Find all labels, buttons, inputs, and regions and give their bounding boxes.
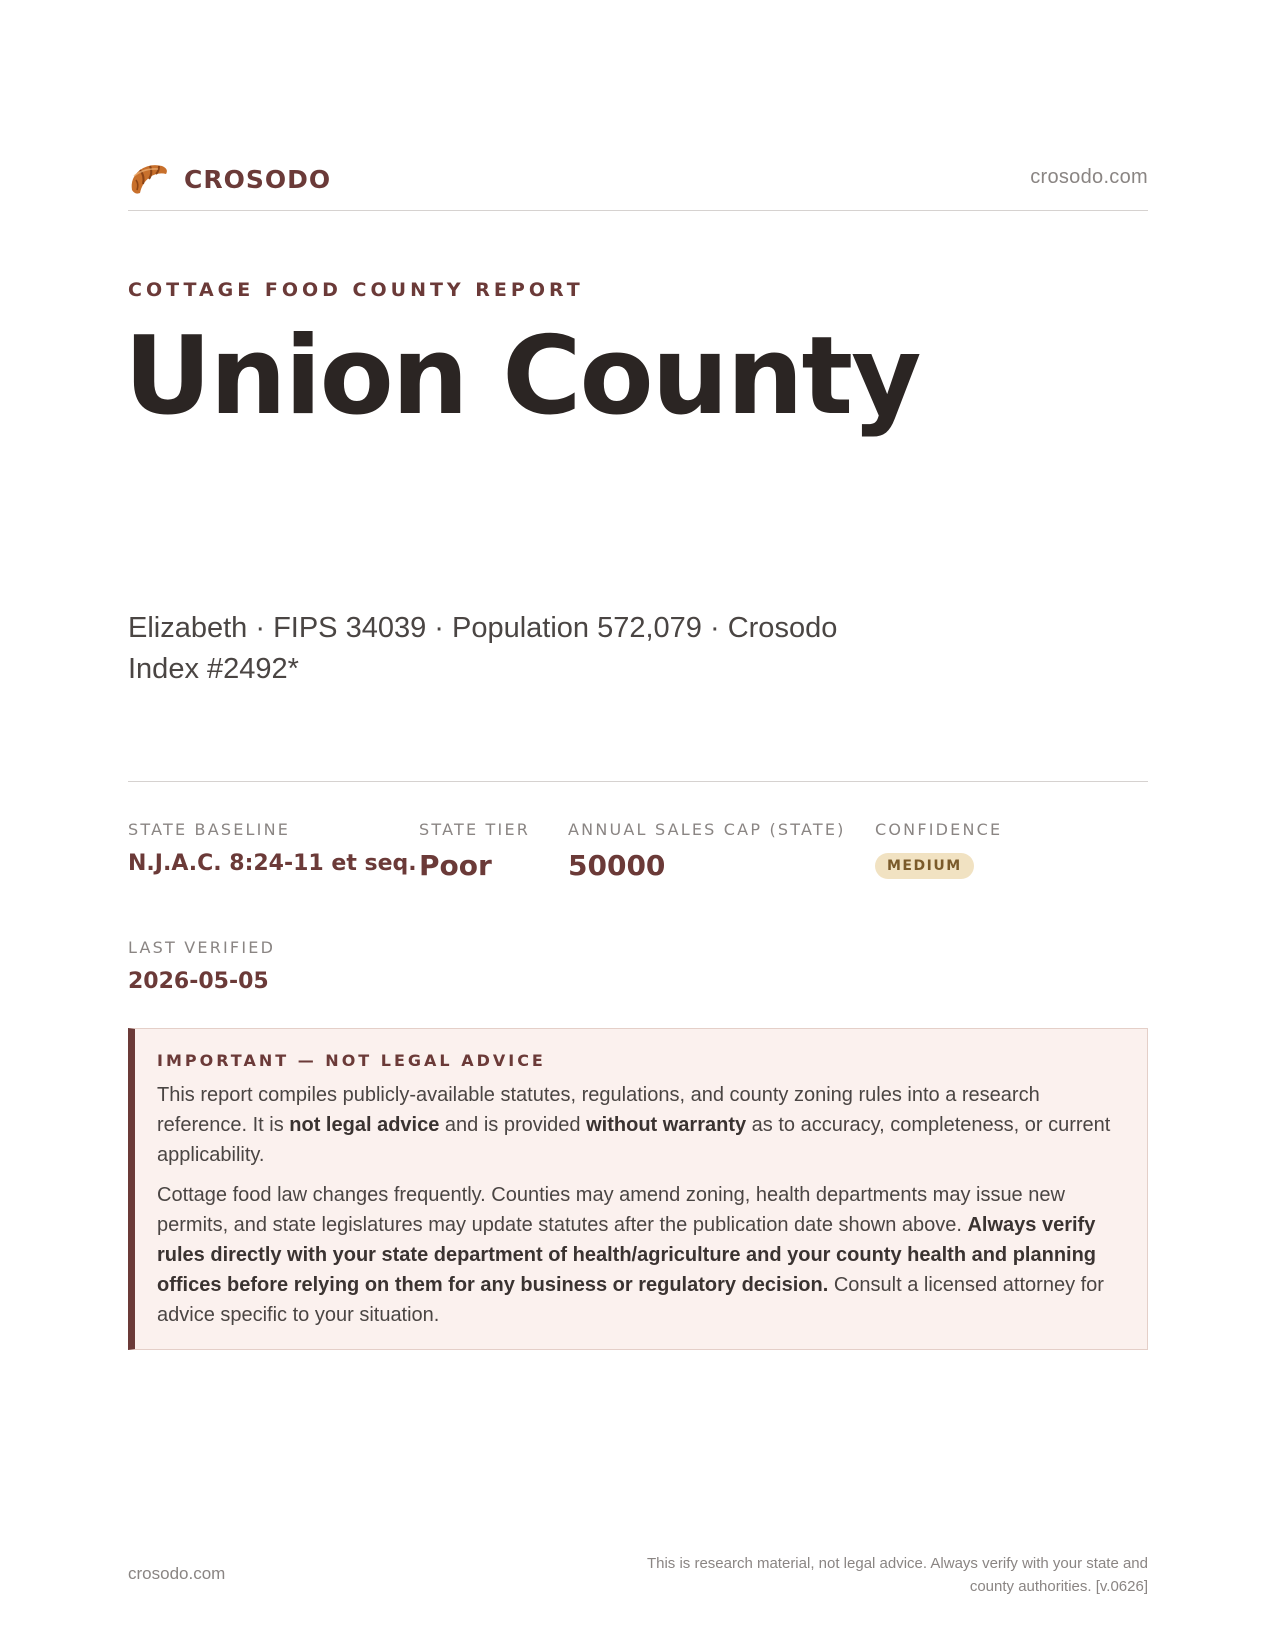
meta-value: N.J.A.C. 8:24-11 et seq. [128,851,417,876]
notice-title: IMPORTANT — NOT LEGAL ADVICE [157,1051,546,1070]
meta-label: ANNUAL SALES CAP (STATE) [568,820,846,839]
meta-label: LAST VERIFIED [128,938,276,957]
report-subtitle: Elizabeth · FIPS 34039 · Population 572,079 · Crosodo Index #2492* [128,612,838,685]
meta-label: STATE TIER [419,820,531,839]
meta-value: Poor [419,849,492,882]
meta-value: 2026-05-05 [128,969,269,994]
meta-state-tier [419,820,530,882]
confidence-badge: MEDIUM [875,853,974,879]
brand [128,160,331,198]
section-divider [128,781,1148,782]
meta-last-verified [128,938,275,994]
notice-paragraph-1: This report compiles publicly-available statutes, regulations, and county zoning rules into a research reference. It is not legal advice and is provided without warranty as to accuracy, completeness, or current applicability. [157,1084,1111,1166]
footer-site-link[interactable]: crosodo.com [128,1564,226,1583]
meta-sales-cap [568,820,846,882]
footer-disclaimer: This is research material, not legal advice. Always verify with your state and county authorities. [v.0626] [646,1555,1148,1595]
page-title: Union County [124,314,920,439]
croissant-icon [128,160,170,198]
meta-state-baseline [128,820,417,876]
meta-label: STATE BASELINE [128,820,291,839]
meta-confidence [875,820,1002,879]
notice-paragraph-2: Cottage food law changes frequently. Counties may amend zoning, health departments may issue new permits, and state legislatures may update statutes after the publication date shown above. Always verify rules directly with your state department of health/agriculture and your county health and planning offices before relying on them for any business or regulatory decision. Consult a licensed attorney for advice specific to your situation. [157,1184,1104,1326]
report-eyebrow: COTTAGE FOOD COUNTY REPORT [128,279,584,301]
legal-notice [128,1028,1148,1350]
brand-name: CROSODO [184,164,332,194]
page-header [128,160,1148,211]
site-link[interactable]: crosodo.com [1030,166,1148,188]
meta-label: CONFIDENCE [875,820,1003,839]
meta-value: 50000 [568,849,666,882]
report-page [124,0,1148,1650]
